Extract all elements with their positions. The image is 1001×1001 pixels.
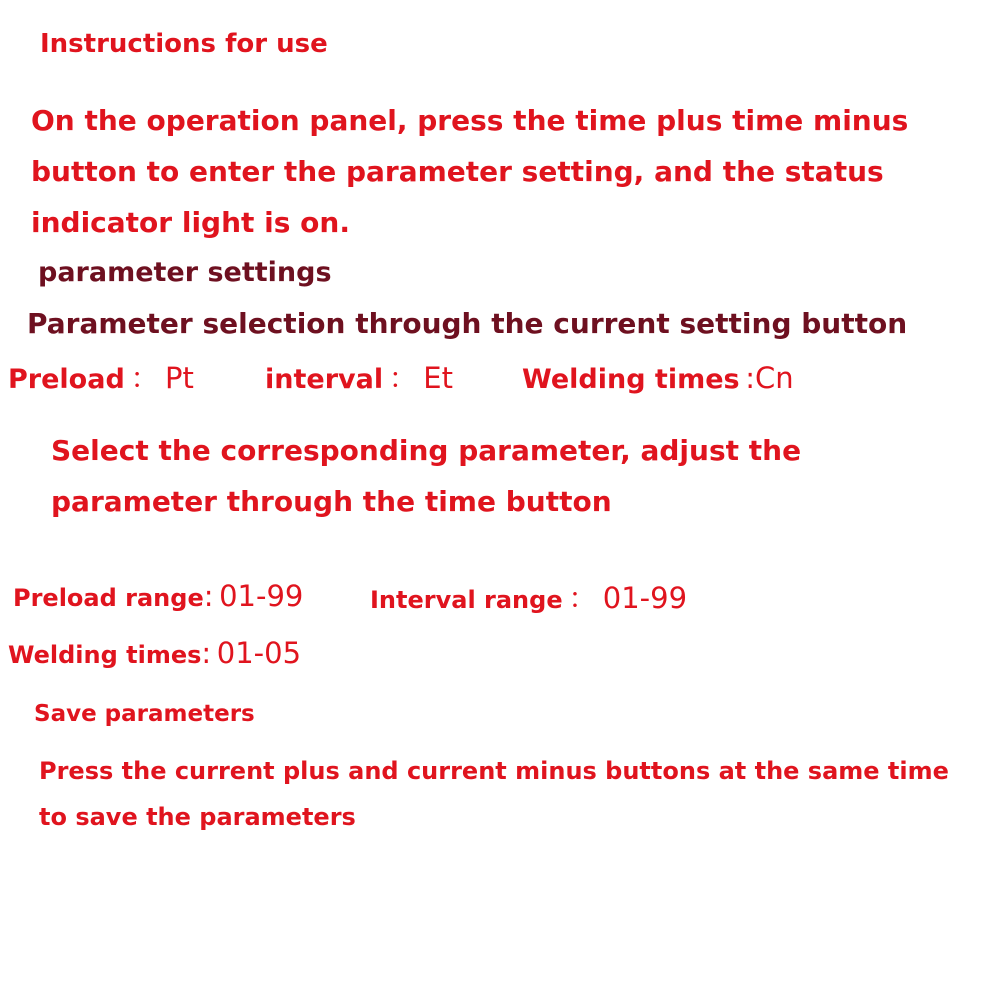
param-welding-code: Cn [754,361,794,395]
param-interval-sep: ： [388,361,418,395]
param-interval-label: interval [265,364,384,395]
range-preload-sep: : [203,579,214,613]
range-interval-label: Interval range [370,586,563,614]
adjust-instructions: Select the corresponding parameter, adjust the parameter through the time button [51,434,802,518]
parameter-selection-text: Parameter selection through the current setting button [27,307,908,340]
param-preload [8,361,194,395]
param-welding-label: Welding times [522,364,740,395]
range-welding-sep: : [201,636,212,670]
range-welding-value: 01-05 [216,636,302,670]
param-preload-code: Pt [164,361,194,395]
parameter-settings-title: parameter settings [38,257,332,288]
save-parameters-title: Save parameters [34,701,255,727]
range-welding [8,636,302,670]
instructions-heading: Instructions for use [40,29,328,59]
param-interval [265,361,453,395]
range-preload-value: 01-99 [219,579,304,613]
param-preload-label: Preload [8,364,125,395]
range-interval-sep: ： [568,581,598,615]
save-parameters-text: Press the current plus and current minus buttons at the same time to save the parameters [39,757,949,831]
param-interval-code: Et [423,361,453,395]
intro-paragraph: On the operation panel, press the time plus time minus button to enter the parameter setting, and the status indicator light is on. [31,104,909,239]
range-interval-value: 01-99 [602,581,688,615]
param-welding-times [522,361,794,395]
param-welding-sep: : [745,361,755,395]
range-preload [13,579,304,613]
range-welding-label: Welding times [8,641,202,669]
param-preload-sep: ： [130,361,160,395]
range-interval [370,581,688,615]
range-preload-label: Preload range [13,584,204,612]
